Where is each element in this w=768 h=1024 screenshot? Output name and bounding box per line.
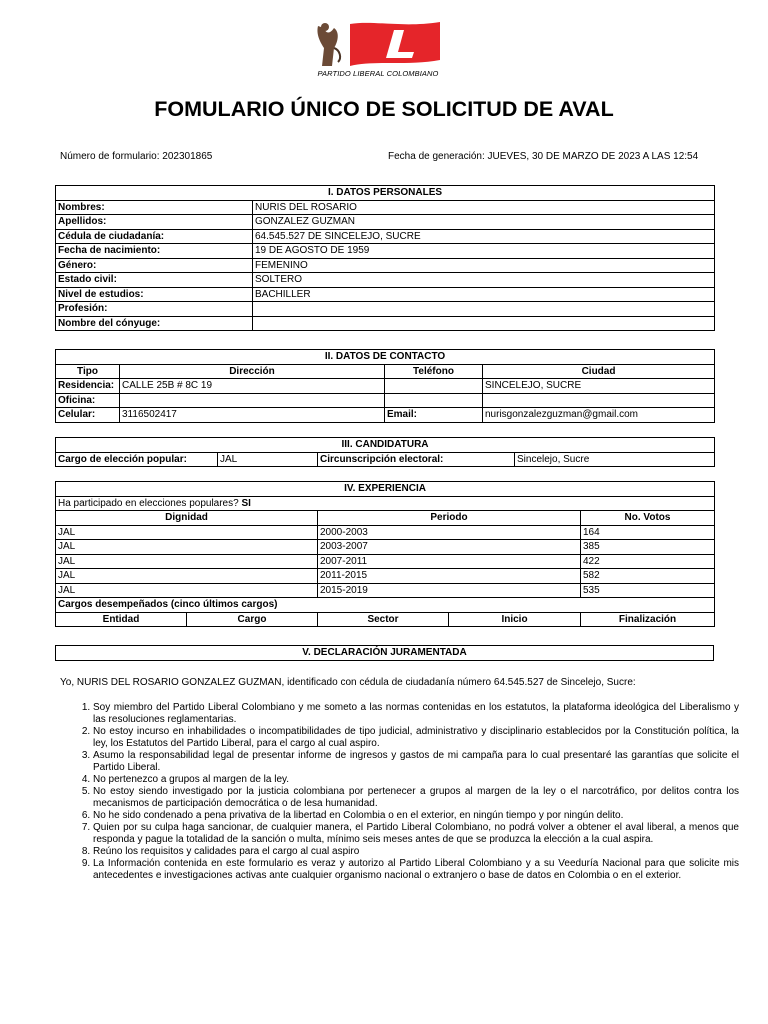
cell-votos: 385 — [581, 540, 715, 555]
field-value: 3116502417 — [120, 408, 385, 423]
cell-periodo: 2011-2015 — [318, 569, 581, 584]
field-value: CALLE 25B # 8C 19 — [120, 379, 385, 394]
declaration-heading-table — [55, 645, 714, 661]
table-row — [56, 408, 715, 423]
cell-dignidad: JAL — [56, 540, 318, 555]
personal-data-table — [55, 185, 715, 331]
field-label: Circunscripción electoral: — [318, 452, 515, 467]
cell-votos: 535 — [581, 583, 715, 598]
field-label: Apellidos: — [56, 215, 253, 230]
cell-dignidad: JAL — [56, 569, 318, 584]
candidacy-table — [55, 437, 715, 467]
table-row — [56, 452, 715, 467]
field-label: Fecha de nacimiento: — [56, 244, 253, 259]
table-row — [56, 379, 715, 394]
section-heading: II. DATOS DE CONTACTO — [56, 350, 715, 365]
column-header: No. Votos — [581, 511, 715, 526]
field-value: GONZALEZ GUZMAN — [253, 215, 715, 230]
cell-dignidad: JAL — [56, 583, 318, 598]
table-row — [56, 273, 715, 288]
list-item: 1. Soy miembro del Partido Liberal Colombiano y me someto a las normas contenidas en los estatutos, la plataforma ideológica del Liberalismo y las resoluciones reglamentarias. — [93, 702, 739, 726]
table-row — [56, 525, 715, 540]
column-header: Finalización — [581, 612, 715, 627]
experience-table — [55, 481, 715, 627]
logo-caption: PARTIDO LIBERAL COLOMBIANO — [317, 69, 439, 78]
cell-periodo: 2007-2011 — [318, 554, 581, 569]
participation-answer: SI — [241, 497, 251, 509]
list-item: 2. No estoy incurso en inhabilidades o incompatibilidades de tipo judicial, administrativo y disciplinario establecidos por la Constitución política, la ley, los Estatutos del Partido Liberal, para el cargo al cual aspiro. — [93, 726, 739, 750]
field-value: 64.545.527 DE SINCELEJO, SUCRE — [253, 229, 715, 244]
column-header: Dignidad — [56, 511, 318, 526]
section-heading: V. DECLARACIÓN JURAMENTADA — [56, 646, 714, 661]
contact-data-table — [55, 349, 715, 423]
field-label: Nombre del cónyuge: — [56, 316, 253, 331]
table-row — [56, 316, 715, 331]
declaration-intro: Yo, NURIS DEL ROSARIO GONZALEZ GUZMAN, identificado con cédula de ciudadanía número 64.545.527 de Sincelejo, Sucre: — [60, 677, 636, 688]
column-header: Periodo — [318, 511, 581, 526]
table-row — [56, 215, 715, 230]
field-label: Cédula de ciudadanía: — [56, 229, 253, 244]
field-value: BACHILLER — [253, 287, 715, 302]
table-row — [56, 569, 715, 584]
column-header: Cargo — [187, 612, 318, 627]
field-label: Profesión: — [56, 302, 253, 317]
table-row — [56, 244, 715, 259]
hands-emblem-icon — [317, 23, 340, 66]
page-title: FOMULARIO ÚNICO DE SOLICITUD DE AVAL — [154, 97, 614, 121]
field-value: NURIS DEL ROSARIO — [253, 200, 715, 215]
field-label: Email: — [385, 408, 483, 423]
section-heading: I. DATOS PERSONALES — [56, 186, 715, 201]
field-label: Oficina: — [56, 393, 120, 408]
cell-votos: 164 — [581, 525, 715, 540]
table-row — [56, 393, 715, 408]
list-item: 9. La Información contenida en este formulario es veraz y autorizo al Partido Liberal Colombiano y a su Veeduría Nacional para que solicite mis antecedentes e investigaciones activas ante cualquier organismo nacional o extranjero o base de datos en Colombia o en el exterior. — [93, 858, 739, 882]
list-item: 3. Asumo la responsabilidad legal de presentar informe de ingresos y gastos de mi campaña para lo cual presentaré las garantías que solicite el Partido Liberal. — [93, 750, 739, 774]
field-value — [385, 379, 483, 394]
cell-votos: 582 — [581, 569, 715, 584]
list-item: 7. Quien por su culpa haga sancionar, de cualquier manera, el Partido Liberal Colombiano, no podrá volver a obtener el aval liberal, a menos que responda y pague la totalidad de la sanción o multa, mínimo seis meses antes de que se produzca la elección a la cual aspira. — [93, 822, 739, 846]
participation-question: Ha participado en elecciones populares? SI — [56, 496, 715, 511]
field-value: Sincelejo, Sucre — [515, 452, 715, 467]
field-label: Nivel de estudios: — [56, 287, 253, 302]
field-value: nurisgonzalezguzman@gmail.com — [483, 408, 715, 423]
column-header: Teléfono — [385, 364, 483, 379]
field-label: Nombres: — [56, 200, 253, 215]
field-value: SINCELEJO, SUCRE — [483, 379, 715, 394]
field-label: Estado civil: — [56, 273, 253, 288]
column-header: Tipo — [56, 364, 120, 379]
section-heading: III. CANDIDATURA — [56, 438, 715, 453]
field-label: Celular: — [56, 408, 120, 423]
form-number: Número de formulario: 202301865 — [60, 151, 213, 162]
column-header: Ciudad — [483, 364, 715, 379]
field-value: SOLTERO — [253, 273, 715, 288]
table-row — [56, 554, 715, 569]
field-value — [253, 302, 715, 317]
column-header: Sector — [318, 612, 449, 627]
positions-title: Cargos desempeñados (cinco últimos cargos) — [56, 598, 715, 613]
field-value: FEMENINO — [253, 258, 715, 273]
field-value: 19 DE AGOSTO DE 1959 — [253, 244, 715, 259]
list-item: 6. No he sido condenado a pena privativa de la libertad en Colombia o en el exterior, en ningún tiempo y por ningún delito. — [93, 810, 739, 822]
table-row — [56, 302, 715, 317]
cell-dignidad: JAL — [56, 554, 318, 569]
table-row — [56, 583, 715, 598]
table-row — [56, 287, 715, 302]
section-heading: IV. EXPERIENCIA — [56, 482, 715, 497]
field-label: Cargo de elección popular: — [56, 452, 218, 467]
table-row — [56, 258, 715, 273]
table-row — [56, 229, 715, 244]
field-value: JAL — [218, 452, 318, 467]
list-item: 8. Reúno los requisitos y calidades para el cargo al cual aspiro — [93, 846, 739, 858]
list-item: 4. No pertenezco a grupos al margen de la ley. — [93, 774, 739, 786]
column-header: Dirección — [120, 364, 385, 379]
cell-periodo: 2000-2003 — [318, 525, 581, 540]
table-row — [56, 540, 715, 555]
list-item: 5. No estoy siendo investigado por la justicia colombiana por pertenecer a grupos al margen de la ley o el narcotráfico, por delitos contra los mecanismos de participación democrática o de lesa humanidad. — [93, 786, 739, 810]
cell-dignidad: JAL — [56, 525, 318, 540]
field-value — [253, 316, 715, 331]
cell-periodo: 2015-2019 — [318, 583, 581, 598]
column-header: Inicio — [449, 612, 581, 627]
declaration-list — [60, 702, 739, 882]
field-label: Residencia: — [56, 379, 120, 394]
generation-date: Fecha de generación: JUEVES, 30 DE MARZO DE 2023 A LAS 12:54 — [388, 151, 699, 162]
column-header: Entidad — [56, 612, 187, 627]
field-label: Género: — [56, 258, 253, 273]
cell-periodo: 2003-2007 — [318, 540, 581, 555]
cell-votos: 422 — [581, 554, 715, 569]
table-row — [56, 200, 715, 215]
